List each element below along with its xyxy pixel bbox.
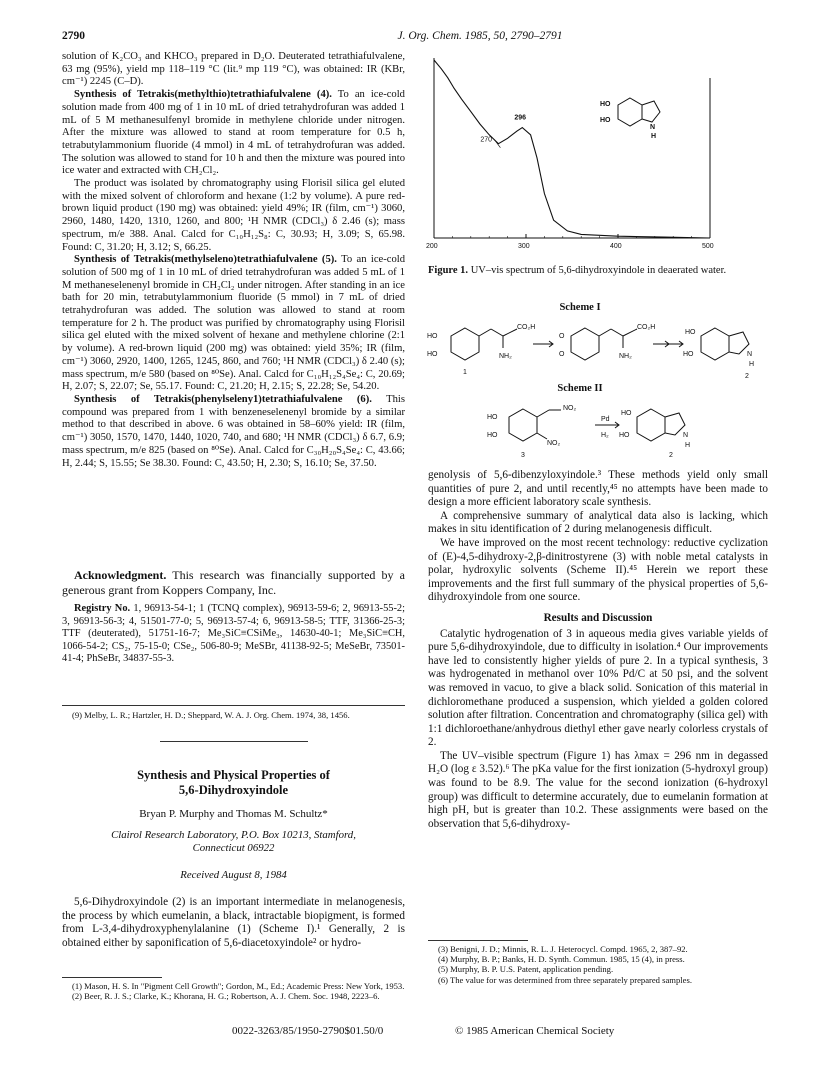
s1-ho-bottom: HO: [427, 351, 438, 358]
journal-header: J. Org. Chem. 1985, 50, 2790–2791: [397, 30, 563, 42]
s2-ho-top: HO: [487, 414, 498, 421]
right-paragraph-1: genolysis of 5,6-dibenzyloxyindole.³ These methods yield only small quantities of pure 2, and until recently,⁴⁵ no attempts have been made to design a more efficient laboratory scale synthesis.: [428, 469, 768, 509]
section-4: [62, 89, 405, 178]
footnotes-left: [62, 981, 405, 1001]
figure-caption-text: UV–vis spectrum of 5,6-dihydroxyindole in deaerated water.: [470, 265, 727, 276]
ring-2: [571, 328, 599, 360]
section-4-title: Synthesis of Tetrakis(methylthio)tetrathiafulvalene (4).: [74, 89, 332, 101]
s1-indole-h: H: [749, 361, 755, 368]
ring-nitrostyrene: [509, 409, 537, 441]
s1-compound-1: 1: [463, 369, 467, 376]
authors: Bryan P. Murphy and Thomas M. Schultz*: [139, 808, 328, 820]
x-tick-label-400: 400: [610, 243, 622, 250]
section-4-text: To an ice-cold solution made from 400 mg of 1 in 10 mL of dried tetrahydrofuran was added 1 mL of 5 M methanesulfenyl bromide in methylene chloride under nitrogen. After the mixture was allowed to stand at room temperature for 0.5 h, tetrabutylammonium fluoride (4 mmol) in 4 mL of tetrahydrofuran was added. The solution was allowed to stand for 10 h and then the mixture was poured into ice water and extracted with CH₂Cl₂.: [62, 89, 405, 177]
figure-caption-label: Figure 1.: [428, 265, 469, 276]
registry-title: Registry No.: [74, 603, 131, 614]
s2-ho-indole-top: HO: [621, 410, 632, 417]
spectrum-line: [434, 60, 710, 238]
s2-ho-bottom: HO: [487, 432, 498, 439]
s1-ho-indole-top: HO: [685, 329, 696, 336]
intro-paragraph: solution of K₂CO₃ and KHCO₃ prepared in D₂O. Deuterated tetrathiafulvalene, 63 mg (95%), yield mp 118–119 °C (lit.⁹ mp 119 °C), was obtained: IR (KBr, cm⁻¹) 2245 (C–D).: [62, 51, 405, 88]
received-date: Received August 8, 1984: [180, 869, 287, 881]
peak-296-label: 296: [514, 114, 527, 122]
scheme-2: [485, 397, 725, 467]
footnote-6: (6) The value for was determined from three separately prepared samples.: [438, 974, 692, 985]
footnote-1: (1) Mason, H. S. In "Pigment Cell Growth"; Gordon, M., Ed.; Academic Press: New York, 1953.: [72, 981, 405, 991]
affiliation-line-2: Connecticut 06922: [192, 841, 275, 854]
x-tick-label-200: 200: [426, 243, 438, 250]
s2-indole-n: N: [683, 432, 689, 439]
footnote-9: [62, 710, 405, 720]
article-title-line-1: Synthesis and Physical Properties of: [137, 768, 330, 782]
affiliation: [62, 829, 405, 854]
affiliation-line-1: Clairol Research Laboratory, P.O. Box 10213, Stamford,: [111, 829, 356, 841]
section-6-text: This compound was prepared from 1 with benzeneselenenyl bromide by a similar method to that described in above. 6 was obtained in 58–60% yield: IR (film, cm⁻¹) 3050, 1570, 1470, 1440, 1020, 740, and 680; ¹H NMR (CDCl₃) δ 6.7, 6.9; mass spectrum, m/e 825 (based on ⁸⁰Se). Anal. Calcd for C₃₀H₂₀S₄Se₄: C, 43.66; H, 2.44; S, 15.55; Se 38.30. Found: C, 43.50; H, 2.30; S, 16.10; Se, 37.50.: [62, 393, 405, 469]
s1-nh2-2: NH₂: [619, 353, 632, 360]
s2-compound-2: 2: [669, 452, 673, 459]
footnote-5: (5) Murphy, B. P. U.S. Patent, application pending.: [438, 964, 614, 975]
scheme-1: [425, 316, 765, 386]
inset-benzene-ring: [618, 98, 642, 126]
inset-n: N: [650, 124, 656, 131]
uv-vis-chart: [422, 50, 722, 260]
section-5-title: Synthesis of Tetrakis(methylseleno)tetrathiafulvalene (5).: [74, 254, 337, 266]
right-paragraph-5: The UV–visible spectrum (Figure 1) has λmax = 296 nm in degassed H₂O (log ε 3.52).⁶ The pKa value for the first ionization (5-hydroxyl group) was found to be 8.9. The value for the second ionization (6-hydroxyl group) was difficult to determine accurately, due to eumelanin formation at high pH, but is greater than 10.2. These assignments were based on the observation that 5,6-dihydroxy-: [428, 749, 768, 830]
ring-1: [451, 328, 479, 360]
x-tick-label-300: 300: [518, 243, 530, 250]
s1-ho-indole-bottom: HO: [683, 351, 694, 358]
section-5: [62, 254, 405, 394]
inset-ho-top: HO: [600, 101, 611, 108]
acknowledgment: [62, 568, 405, 597]
figure-caption: [428, 265, 758, 278]
inset-h: H: [651, 133, 657, 140]
s1-co2h: CO₂H: [517, 324, 536, 331]
s2-h2: H₂: [601, 432, 609, 439]
s1-o-top: O: [559, 333, 565, 340]
results-heading: Results and Discussion: [543, 611, 653, 624]
inset-pyrrole-ring: [642, 101, 660, 122]
s1-indole-n: N: [747, 351, 753, 358]
article-title: [62, 768, 405, 798]
right-paragraph-2: A comprehensive summary of analytical data also is lacking, which makes in situ identification of 2 during melanogenesis difficult.: [428, 509, 768, 536]
registry-text: 1, 96913-54-1; 1 (TCNQ complex), 96913-59-6; 2, 96913-55-2; 3, 96913-56-3; 4, 51501-77-0; 5, 96913-57-4; 6, 96913-58-5; TTF, 31366-25-3; TTF (deuterated), 51751-16-7; Me₃SiC≡CSiMe₃, 14630-40-1; Me₃SiC≡CH, 1066-54-2; CS₂, 75-15-0; CSe₂, 506-80-9; MeSBr, 41138-92-5; MeSeBr, 73501-41-4; PhSeBr, 34837-55-3.: [62, 603, 405, 665]
scheme-2-label: Scheme II: [557, 383, 603, 394]
acknowledgment-title: Acknowledgment.: [74, 568, 167, 582]
s1-compound-2: 2: [745, 373, 749, 380]
s1-ho-top: HO: [427, 333, 438, 340]
article-intro: [62, 896, 405, 950]
footnote-rule-left-top: [62, 705, 405, 706]
registry: [62, 603, 405, 666]
article-intro-text: 5,6-Dihydroxyindole (2) is an important intermediate in melanogenesis, the process by which eumelanin, a black, intractable biopigment, is formed from L-3,4-dihydroxyphenylalanine (1) (Scheme I).¹ Generally, 2 is obtained either by saponification of 5,6-diacetoxyindole² or hydro-: [62, 896, 405, 949]
separator-rule: [160, 741, 308, 742]
article-title-line-2: 5,6-Dihydroxyindole: [178, 783, 289, 797]
right-paragraph-4: Catalytic hydrogenation of 3 in aqueous media gives variable yields of pure 5,6-dihydroxyindole, due to difficulty in isolation.⁴ Our improvements have led to consistently higher yields of pure 2. In a typical synthesis, 3 was hydrogenated in methanol over 10% Pd/C at 50 psi, and the solvent was removed in vacuo, to give a black solid. Sonication of this material in dichloromethane produced a suspension, which yielded a golden colored solution after filtration. Concentration and chromatography (silica gel) with 1:1 dichloroethane/anhydrous diethyl ether gave nearly colorless crystals of 2.: [428, 627, 768, 749]
footnote-rule-left: [62, 977, 162, 978]
footnote-9-text: (9) Melby, L. R.; Hartzler, H. D.; Sheppard, W. A. J. Org. Chem. 1974, 38, 1456.: [72, 710, 350, 720]
s2-ho-indole-bottom: HO: [619, 432, 630, 439]
s2-pd: Pd: [601, 416, 610, 423]
footnote-3: (3) Benigni, J. D.; Minnis, R. L. J. Heterocycl. Compd. 1965, 2, 387–92.: [438, 944, 688, 954]
footnote-4: (4) Murphy, B. P.; Banks, H. D. Synth. Commun. 1985, 15 (4), in press.: [438, 954, 685, 965]
footnote-rule-right: [428, 940, 528, 941]
left-column: [62, 51, 405, 470]
section-6-title: Synthesis of Tetrakis(phenylseleny1)tetrathiafulvalene (6).: [74, 393, 372, 405]
s1-co2h-2: CO₂H: [637, 324, 656, 331]
s2-compound-3: 3: [521, 452, 525, 459]
peak-270-label: 270: [480, 136, 493, 144]
section-5-text: To an ice-cold solution of 500 mg of 1 in 10 mL of dried tetrahydrofuran was added 5 mL of 1 M methaneselenenyl bromide in CH₂Cl₂ under nitrogen. After standing in an ice bath for 20 min, tetrabutylammonium fluoride (5 mmol) in 7 mL of dried tetrahydrofuran was added. The solution was allowed to stand at room temperature for 2 h. The product was purified by chromatography using Florisil silica gel eluted with the mixed solvent of hexane and methylene chlorine (2:1 by volume). A red-brown liquid (200 mg) was obtained: yield 35%; IR (film, cm⁻¹) 3060, 2920, 1400, 1265, 1245, 860, and 760; ¹H NMR (CDCl₃) δ 2.40 (s); mass spectrum, m/e 580 (based on ⁸⁰Se). Anal. Calcd for C₁₀H₁₂S₄Se₄: C, 20.69; H, 2.07; S, 22.07; Se, 55.17. Found: C, 21.20; H, 2.15; S, 22.28; Se, 54.20.: [62, 254, 405, 393]
footnote-2: (2) Beer, R. J. S.; Clarke, K.; Khorana, H. G.; Robertson, A. J. Chem. Soc. 1948, 2223–6.: [72, 991, 380, 1002]
s2-no2-top: NO₂: [563, 405, 577, 412]
section-6: [62, 394, 405, 470]
footer-copyright: © 1985 American Chemical Society: [455, 1025, 615, 1037]
scheme-1-label: Scheme I: [559, 302, 601, 313]
ring-indole-2: [637, 409, 665, 441]
right-paragraph-3: We have improved on the most recent technology: reductive cyclization of (E)-4,5-dihydroxy-2,β-dinitrostyrene (3) with noble metal catalysts in polar, hydroxylic solvents (Scheme II).⁴⁵ Herein we report these improvements and the first full summary of the physical properties of 5,6-dihydroxyindole from one source.: [428, 536, 768, 604]
right-column: [428, 469, 768, 831]
section-4-text-2: The product was isolated by chromatography using Florisil silica gel eluted with the mixed solvent of chloroform and hexane (1:2 by volume). A pure red-brown liquid product (190 mg) was obtained: yield 49%; IR (film, cm⁻¹) 3060, 2960, 1480, 1420, 1310, 1260, and 800; ¹H NMR (CDCl₃) δ 2.46 (s); mass spectrum, m/e 388. Anal. Calcd for C₁₀H₁₂S₈: C, 30.93; H, 3.09; S, 65.98. Found: C, 31.20; H, 3.12; S, 66.25.: [62, 178, 405, 253]
inset-ho-bottom: HO: [600, 117, 611, 124]
s1-o-bottom: O: [559, 351, 565, 358]
acknowledgment-text: This research was financially supported by a generous grant from Koppers Company, Inc.: [62, 568, 405, 597]
s2-no2-bottom: NO₂: [547, 440, 561, 447]
footnotes-right: [428, 944, 768, 985]
s2-indole-h: H: [685, 442, 691, 449]
s1-nh2: NH₂: [499, 353, 512, 360]
ring-3: [701, 328, 729, 360]
footer-issn: 0022-3263/85/1950-2790$01.50/0: [232, 1025, 384, 1037]
x-tick-label-500: 500: [702, 243, 714, 250]
page-number: 2790: [62, 30, 85, 42]
